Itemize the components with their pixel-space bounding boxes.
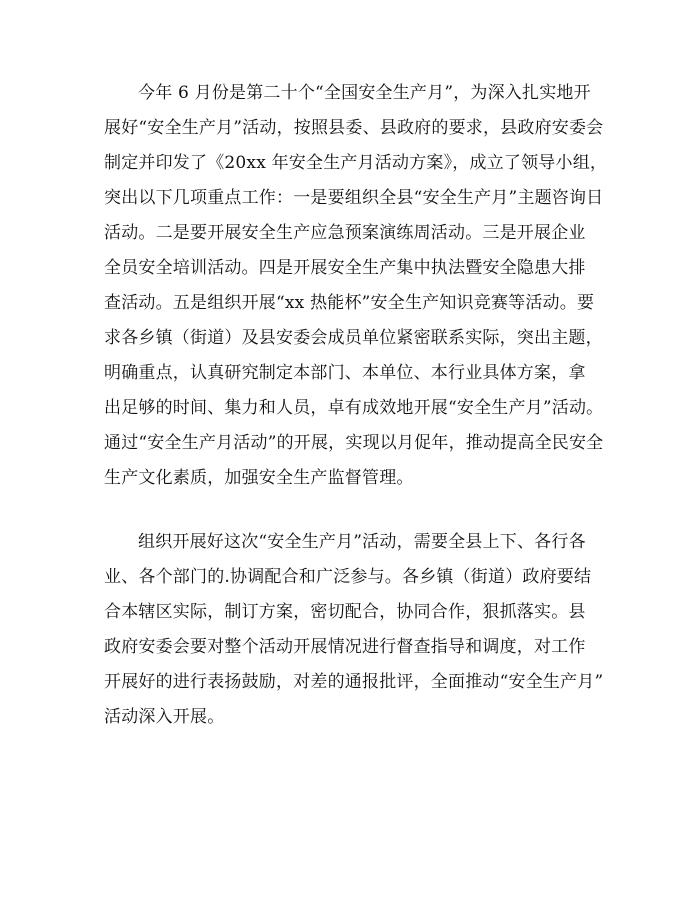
paragraph-line: 业、各个部门的.协调配合和广泛参与。各乡镇（街道）政府要结 <box>104 567 592 587</box>
paragraph-2 <box>104 525 614 735</box>
paragraph-line: 制定并印发了《20xx 年安全生产月活动方案》，成立了领导小组， <box>104 153 608 173</box>
paragraph-line: 求各乡镇（街道）及县安委会成员单位紧密联系实际，突出主题， <box>104 328 603 348</box>
paragraph-line: 生产文化素质，加强安全生产监督管理。 <box>104 468 414 488</box>
paragraph-line: 政府安委会要对整个活动开展情况进行督查指导和调度，对工作 <box>104 637 586 657</box>
paragraph-1 <box>104 76 614 496</box>
paragraph-line: 突出以下几项重点工作：一是要组织全县“安全生产月”主题咨询日 <box>104 188 604 208</box>
paragraph-line: 合本辖区实际，制订方案，密切配合，协同合作，狠抓落实。县 <box>104 602 586 622</box>
paragraph-line: 全员安全培训活动。四是开展安全生产集中执法暨安全隐患大排 <box>104 258 586 278</box>
paragraph-line: 查活动。五是组织开展“xx 热能杯”安全生产知识竞赛等活动。要 <box>104 293 595 313</box>
paragraph-line: 出足够的时间、集力和人员，卓有成效地开展“安全生产月”活动。 <box>104 398 604 418</box>
paragraph-line: 组织开展好这次“安全生产月”活动，需要全县上下、各行各 <box>138 532 586 552</box>
paragraph-line: 今年 6 月份是第二十个“全国安全生产月”，为深入扎实地开 <box>138 83 591 103</box>
paragraph-line: 活动深入开展。 <box>104 707 225 727</box>
paragraph-line: 展好“安全生产月”活动，按照县委、县政府的要求，县政府安委会 <box>104 118 604 138</box>
paragraph-line: 通过“安全生产月活动”的开展，实现以月促年，推动提高全民安全 <box>104 433 604 453</box>
paragraph-line: 活动。二是要开展安全生产应急预案演练周活动。三是开展企业 <box>104 223 586 243</box>
paragraph-line: 明确重点，认真研究制定本部门、本单位、本行业具体方案，拿 <box>104 363 586 383</box>
paragraph-line: 开展好的进行表扬鼓励，对差的通报批评，全面推动“安全生产月” <box>104 672 604 692</box>
